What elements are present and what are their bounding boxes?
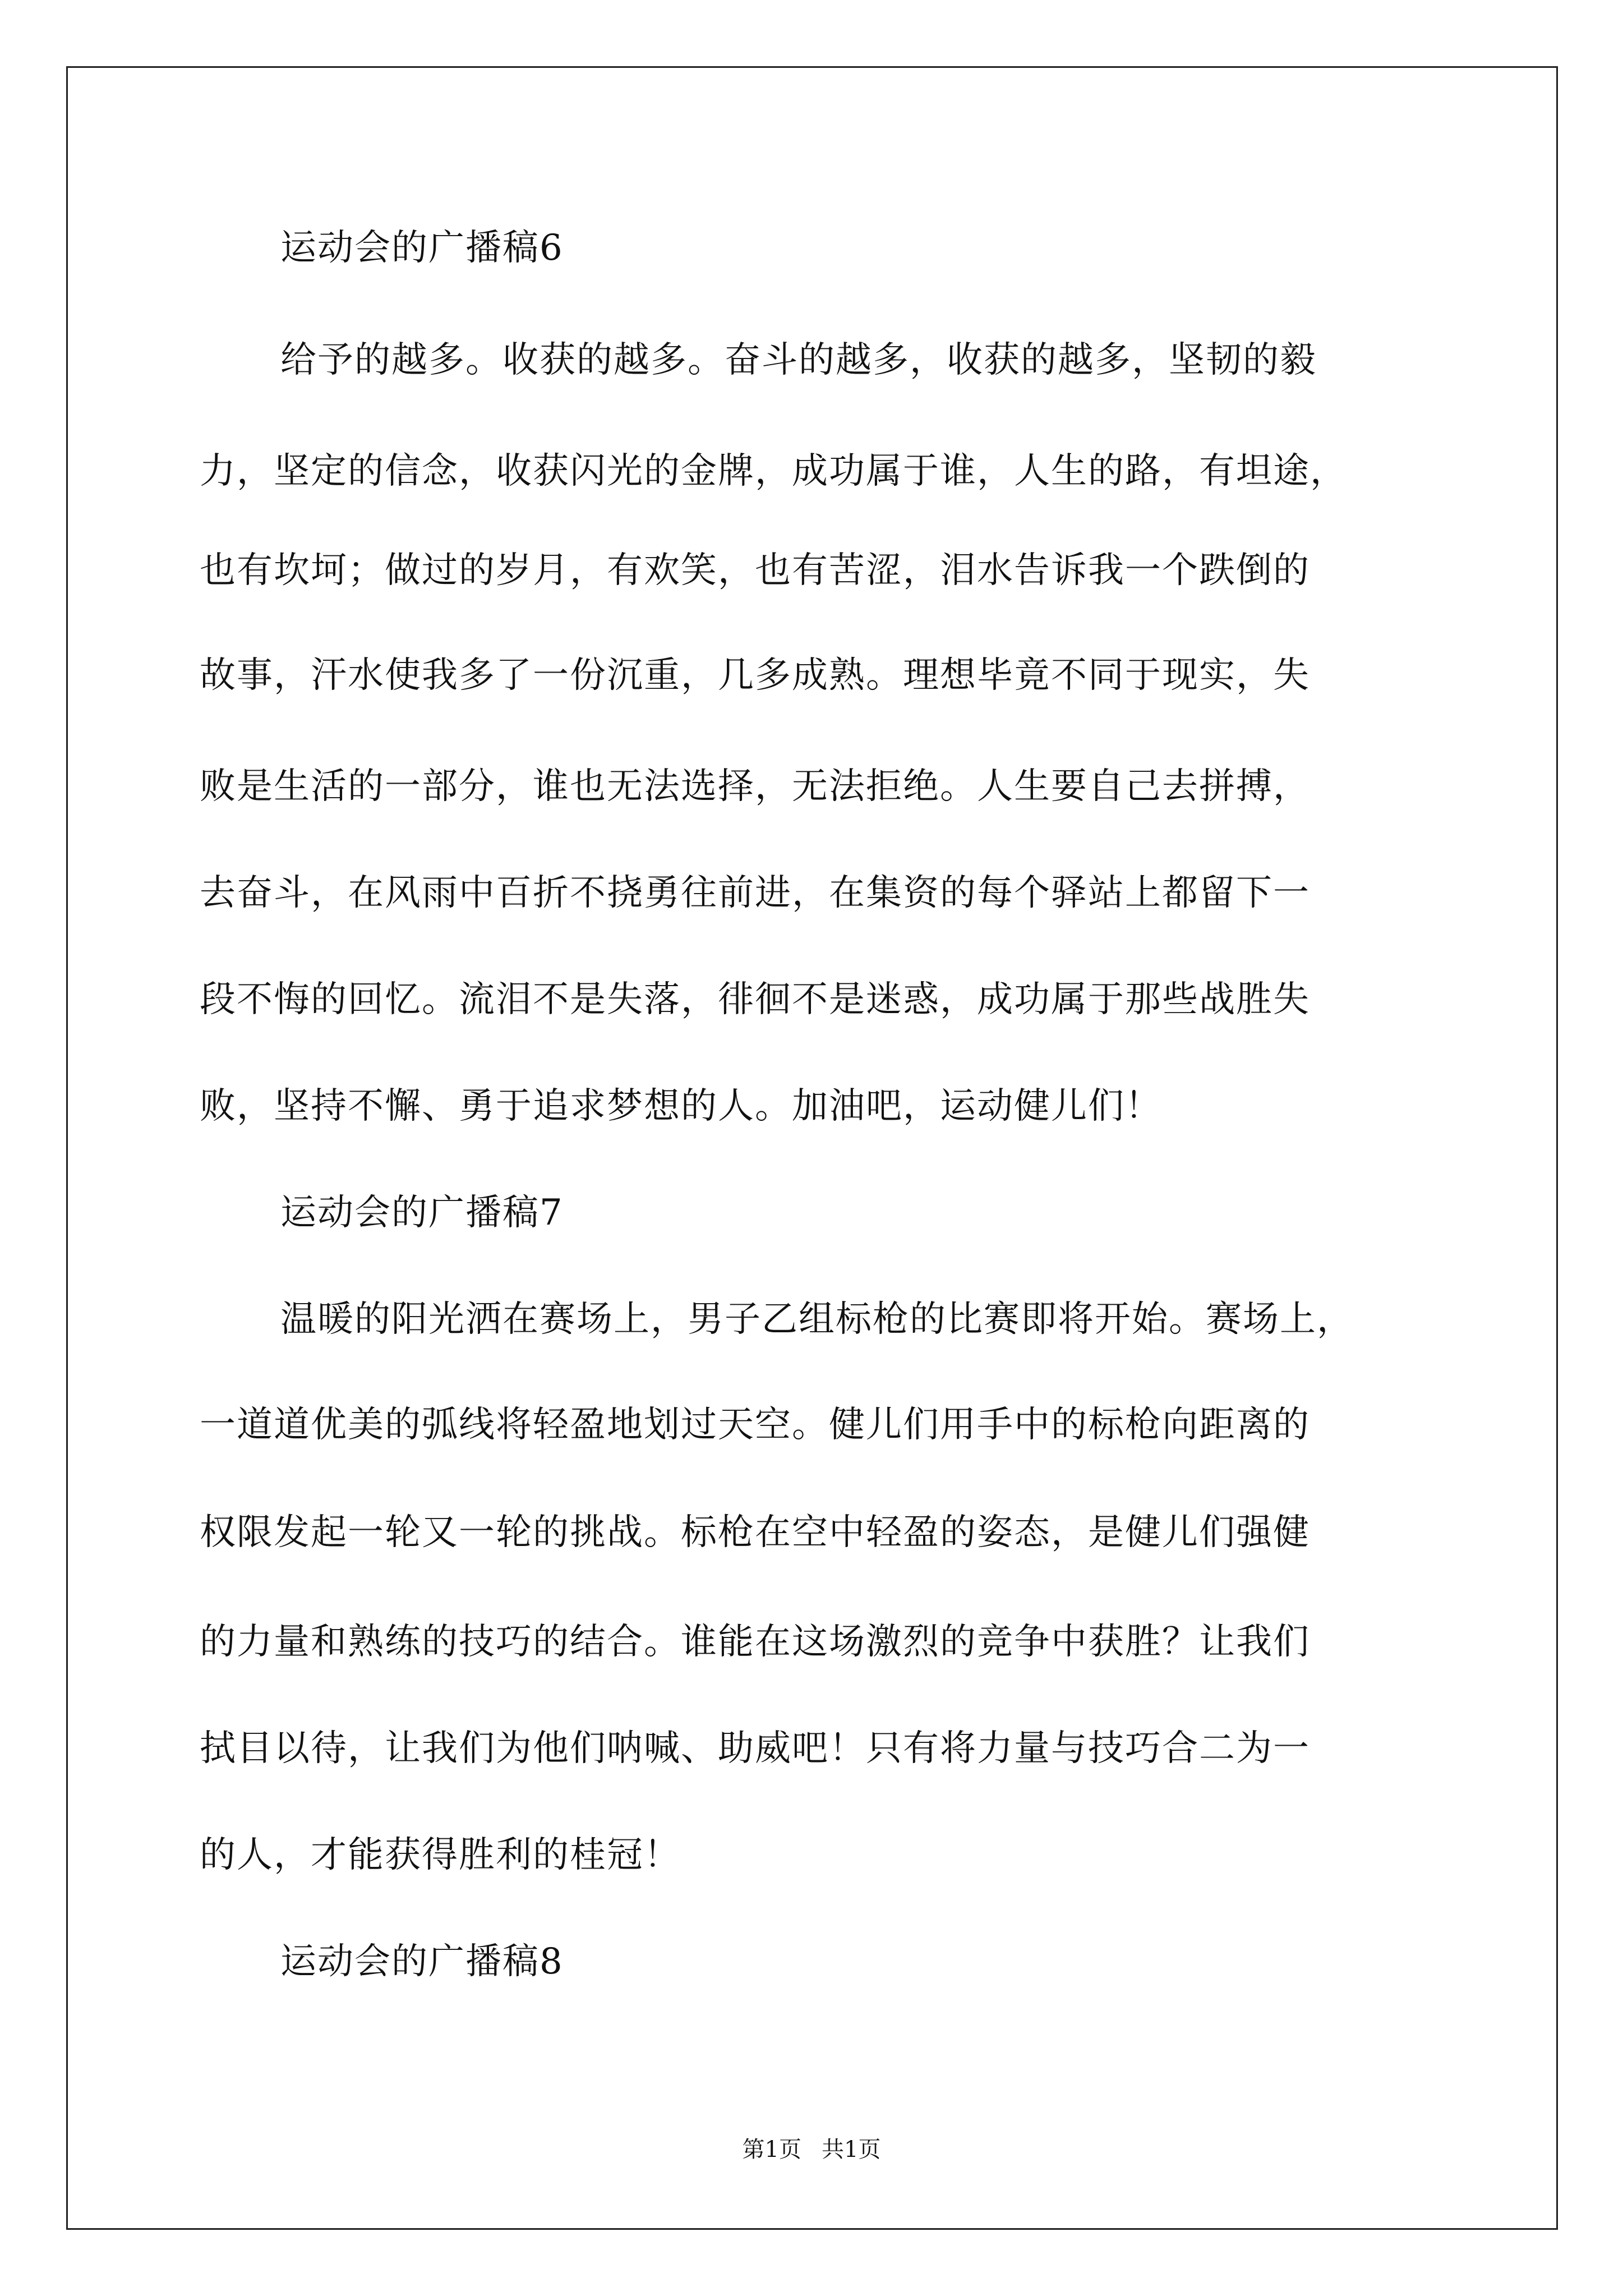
- heading-6: 运动会的广播稿6: [280, 227, 564, 269]
- paragraph-line: 给予的越多。收获的越多。奋斗的越多，收获的越多，坚韧的毅: [280, 339, 1317, 381]
- paragraph-line: 败，坚持不懈、勇于追求梦想的人。加油吧，运动健儿们！: [200, 1085, 1162, 1127]
- page-number-current: 第1页: [742, 2137, 801, 2162]
- paragraph-line: 败是生活的一部分，谁也无法选择，无法拒绝。人生要自己去拼搏，: [200, 766, 1310, 807]
- page-border: [66, 66, 1558, 2230]
- paragraph-line: 力，坚定的信念，收获闪光的金牌，成功属于谁，人生的路，有坦途，: [200, 450, 1347, 492]
- heading-8: 运动会的广播稿8: [280, 1941, 564, 1982]
- paragraph-line: 也有坎坷；做过的岁月，有欢笑，也有苦涩，泪水告诉我一个跌倒的: [200, 550, 1310, 591]
- heading-7: 运动会的广播稿7: [280, 1192, 564, 1234]
- paragraph-line: 段不悔的回忆。流泪不是失落，徘徊不是迷惑，成功属于那些战胜失: [200, 979, 1310, 1020]
- paragraph-line: 故事，汗水使我多了一份沉重，几多成熟。理想毕竟不同于现实，失: [200, 655, 1310, 696]
- paragraph-line: 温暖的阳光洒在赛场上，男子乙组标枪的比赛即将开始。赛场上，: [280, 1299, 1354, 1340]
- paragraph-line: 一道道优美的弧线将轻盈地划过天空。健儿们用手中的标枪向距离的: [200, 1404, 1310, 1446]
- paragraph-line: 去奋斗，在风雨中百折不挠勇往前进，在集资的每个驿站上都留下一: [200, 872, 1310, 914]
- paragraph-line: 的人，才能获得胜利的桂冠！: [200, 1834, 681, 1876]
- page-number-total: 共1页: [822, 2137, 881, 2162]
- paragraph-line: 权限发起一轮又一轮的挑战。标枪在空中轻盈的姿态，是健儿们强健: [200, 1512, 1310, 1553]
- page-footer: [0, 2132, 1623, 2164]
- paragraph-line: 拭目以待，让我们为他们呐喊、助威吧！只有将力量与技巧合二为一: [200, 1728, 1310, 1769]
- paragraph-line: 的力量和熟练的技巧的结合。谁能在这场激烈的竞争中获胜？让我们: [200, 1621, 1310, 1663]
